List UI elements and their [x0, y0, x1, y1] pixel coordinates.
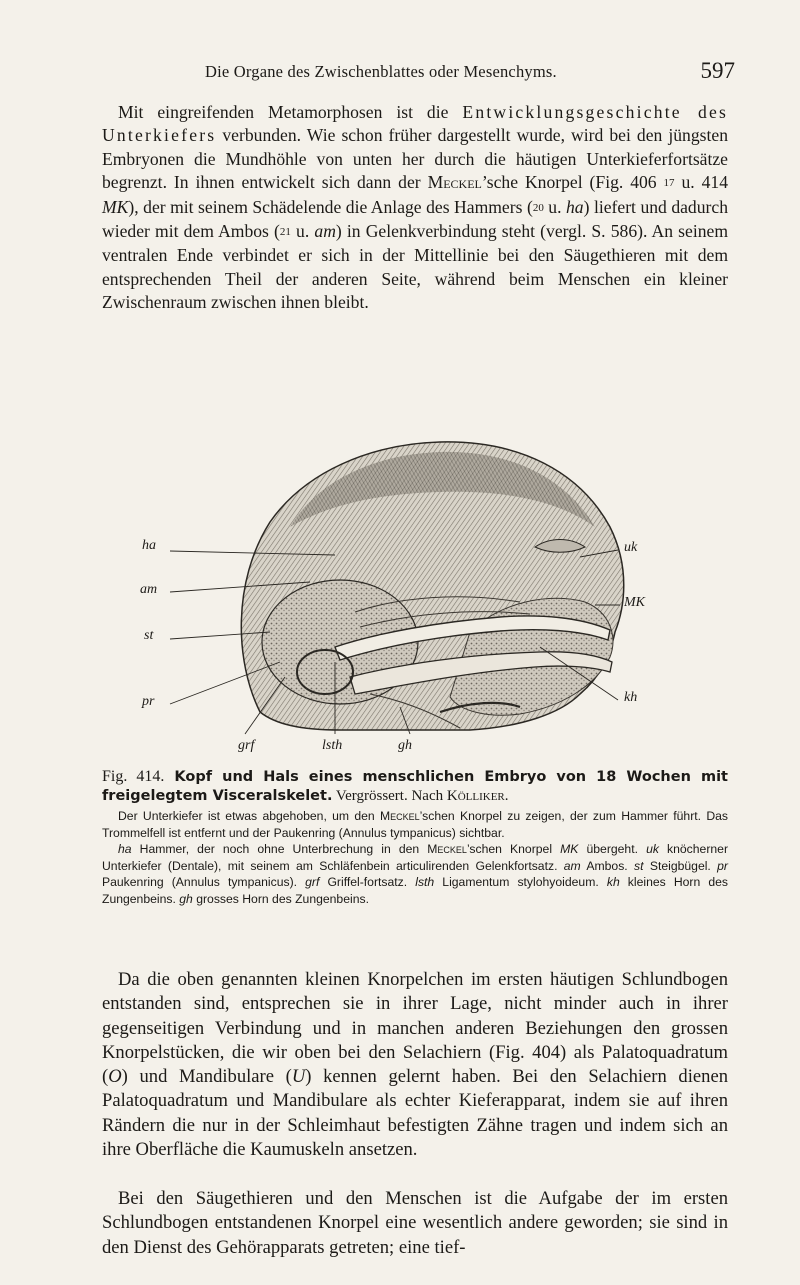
legend-key: st [634, 858, 644, 873]
text-run: Griffel-fortsatz. [319, 875, 416, 890]
text-run: Hammer, der noch ohne Unterbrechung in den [131, 842, 428, 857]
text-run: ), der mit seinem Schädelende die Anlage des Hammers ( [128, 196, 533, 217]
text-run: grosses Horn des Zungenbeins. [192, 891, 369, 906]
text-run: verbunden. Wie schon früher dargestellt wurde, wird bei den jüngsten Embryonen die Mundhöhle von unten her durch die häutigen Unterkieferfortsätze begrenzt. In ihnen entwickelt sich dann der [102, 125, 728, 193]
embryo-illustration [140, 432, 680, 762]
text-run: Paukenring (Annulus tympanicus). [102, 875, 306, 890]
text-run: ) liefert und dadurch wieder mit dem Ambos ( [102, 196, 728, 242]
text-run: u. 414 [674, 172, 729, 193]
author-name: Meckel [379, 809, 420, 823]
text-run: Der Unterkiefer ist etwas abgehoben, um den [118, 809, 380, 823]
abbrev-label: U [291, 1066, 306, 1088]
caption-author: Kölliker [446, 788, 505, 804]
label-am: am [140, 582, 158, 597]
abbrev-label: am [314, 221, 336, 242]
label-pr: pr [142, 694, 155, 709]
author-name: Meckel [427, 172, 482, 193]
text-run: u. [290, 221, 315, 242]
legend-key: uk [646, 842, 659, 857]
reference-number: 20 [532, 201, 544, 214]
paragraph-mammals: Bei den Säugethieren und den Menschen ist die Aufgabe der im ersten Schlundbogen entstandenen Knorpel eine wesentlich andere geworden; sie sind in den Dienst des Gehörapparats getreten; eine tief- [102, 1188, 728, 1258]
reference-number: 21 [279, 226, 291, 239]
legend-key: kh [606, 875, 620, 890]
author-name: Meckel [427, 842, 467, 857]
text-run: knöcherner Unterkiefer (Dentale), mit seinem am Schläfenbein articulirenden Gelenkfortsatz. [102, 842, 729, 873]
caption-source: Vergrössert. Nach [332, 788, 447, 804]
text-run: ’schen Knorpel [466, 842, 561, 857]
caption-body [102, 808, 728, 908]
page-number: 597 [700, 58, 735, 83]
legend-key: lsth [415, 875, 435, 890]
text-run: ) kennen gelernt haben. Bei den Selachiern dienen Palatoquadratum und Mandibulare als echter Kieferapparat, indem sie auf ihren Rändern die nur in der Schleimhaut befestigten Zähne tragen und indem sich an ihre Oberfläche die Kaumuskeln ansetzen. [102, 1066, 728, 1161]
text-run: Steigbügel. [643, 858, 718, 873]
label-kh: kh [624, 690, 638, 705]
label-st: st [144, 628, 154, 643]
embryo-head-figure [140, 432, 680, 762]
text-run: Mit eingreifenden Metamorphosen ist die [118, 102, 463, 122]
legend-key: grf [305, 875, 320, 890]
legend-key: pr [717, 858, 728, 873]
figure-caption [102, 767, 728, 908]
legend-key: gh [179, 891, 193, 906]
text-run: Ligamentum stylohyoideum. [434, 875, 607, 890]
text-run: ’sche Knorpel (Fig. 406 [481, 172, 664, 193]
caption-title [102, 767, 728, 806]
paragraph-cartilage-comparison [102, 968, 728, 1162]
text-run: ) in Gelenkverbindung steht (vergl. S. 586). An seinem ventralen Ende verbindet er sich in der Mittellinie bei den Säugethieren mit dem entsprechenden Theil der anderen Seite, während beim Menschen ein kleiner Zwischenraum zwischen ihnen bleibt. [102, 221, 729, 313]
label-lsth: lsth [322, 738, 343, 753]
legend-key: am [563, 858, 581, 873]
text-run: ) und Mandibulare ( [121, 1066, 292, 1088]
reference-number: 17 [663, 177, 675, 190]
label-gh: gh [398, 738, 412, 753]
text-run: übergeht. [578, 842, 647, 857]
figure-number: Fig. 414. [102, 768, 165, 785]
running-title: Die Organe des Zwischenblattes oder Mesenchyms. [205, 62, 557, 81]
caption-heading: Kopf und Hals eines menschlichen Embryo von 18 Wochen mit freigelegtem Visceralskelet. [102, 769, 728, 804]
text-run: Da die oben genannten kleinen Knorpelchen im ersten häutigen Schlundbogen entstanden sind, entsprechen sie in ihrer Lage, nicht minder auch in ihrer gegenseitigen Verbindung und in manchen anderen Beziehungen den grossen Knorpelstücken, die wir oben bei den Selachiern (Fig. 404) als Palatoquadratum ( [102, 969, 728, 1088]
abbrev-label: ha [566, 196, 584, 217]
running-head [95, 58, 735, 88]
text-run: u. [543, 196, 566, 217]
caption-description [102, 808, 728, 841]
label-uk: uk [624, 540, 638, 555]
label-MK: MK [624, 595, 645, 610]
abbrev-label: MK [102, 196, 129, 217]
text-run: Ambos. [580, 858, 635, 873]
text-run: kleines Horn des Zungenbeins. [102, 875, 728, 906]
legend-key: MK [560, 842, 579, 857]
label-grf: grf [238, 738, 255, 753]
paragraph-lower-jaw [102, 101, 728, 315]
legend-key: ha [118, 842, 132, 857]
label-ha: ha [142, 538, 156, 553]
caption-source-end: . [504, 788, 509, 804]
caption-legend [102, 841, 728, 907]
emphasis-text: Entwicklungsgeschichte des Unterkiefers [102, 102, 729, 146]
abbrev-label: O [108, 1066, 122, 1088]
text-run: ’schen Knorpel zu zeigen, der zum Hammer führt. Das Trommelfell ist entfernt und der Paukenring (Annulus tympanicus) sichtbar. [102, 809, 728, 840]
